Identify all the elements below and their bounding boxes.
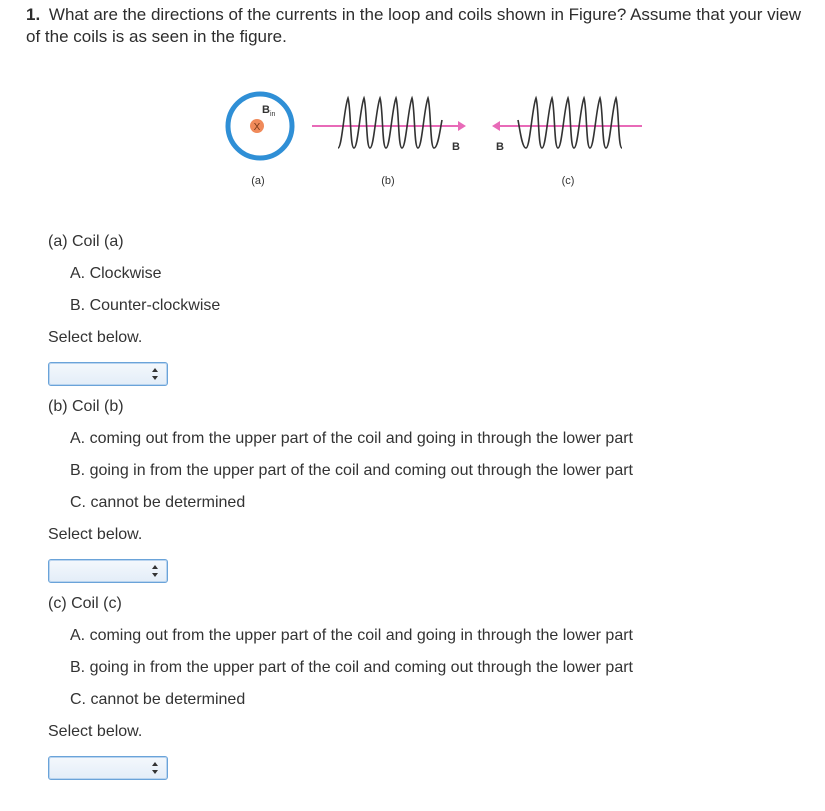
field-arrow-c [492,121,500,131]
question-number: 1. [26,5,41,24]
label-c: (c) [561,175,575,187]
part-c-select[interactable] [48,756,168,780]
label-b: (b) [381,175,395,187]
part-b-select[interactable] [48,559,168,583]
question-text [26,4,806,48]
label-a: (a) [251,175,265,187]
part-b-option-c: C. cannot be determined [70,494,246,511]
part-a-title: (a) Coil (a) [48,233,124,250]
x-symbol: X [253,122,261,133]
b-in-symbol: B [262,104,270,116]
b-field-b: B [452,141,460,153]
question-body: What are the directions of the currents in the loop and coils shown in Figure? Assume that your view of the coils is as seen in the figure. [26,5,802,46]
part-a-select[interactable] [48,362,168,386]
select-arrows-icon [151,366,159,382]
part-a-select-label: Select below. [48,329,143,346]
part-c-option-a: A. coming out from the upper part of the coil and going in through the lower part [70,627,633,644]
coil-figure [200,80,660,200]
b-field-c: B [496,141,504,153]
b-in-subscript: in [270,111,276,118]
part-a-option-a: A. Clockwise [70,265,162,282]
part-b-title: (b) Coil (b) [48,398,124,415]
part-c-option-b: B. going in from the upper part of the coil and coming out through the lower part [70,659,633,676]
coil-b [338,98,442,148]
part-c-title: (c) Coil (c) [48,595,122,612]
part-b-select-label: Select below. [48,526,143,543]
select-arrows-icon [151,760,159,776]
part-c-option-c: C. cannot be determined [70,691,246,708]
part-a-option-b: B. Counter-clockwise [70,297,221,314]
coil-c [518,98,622,148]
select-arrows-icon [151,563,159,579]
field-arrow-b [458,121,466,131]
part-c-select-label: Select below. [48,723,143,740]
part-b-option-a: A. coming out from the upper part of the coil and going in through the lower part [70,430,633,447]
part-b-option-b: B. going in from the upper part of the coil and coming out through the lower part [70,462,633,479]
